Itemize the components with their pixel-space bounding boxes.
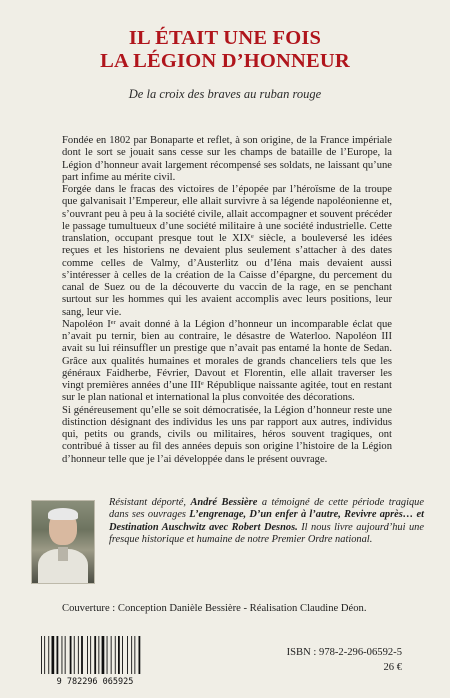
author-name: André Bessière bbox=[190, 497, 258, 508]
bio-text-3: Il nous livre aujourd’hui une fresque historique et humaine de notre Premier Ordre national. bbox=[109, 521, 424, 546]
blurb-paragraph-4: Si généreusement qu’elle se soit démocratisée, la Légion d’honneur reste une distinction désignant des individus les uns par rapport aux autres, individus qui, petits ou grands, civils ou militaires, héros souvent tragiques, ont contribué à tisser au fil des années depuis son origine l’histoire de la Légion d’honneur telle que je l’ai développée dans le présent ouvrage. bbox=[62, 404, 392, 465]
isbn: ISBN : 978-2-296-06592-5 bbox=[286, 647, 402, 658]
author-works: L’engrenage, D’un enfer à l’autre, Revivre après… et Destination Auschwitz avec Robert Desnos. bbox=[109, 509, 424, 533]
title-line-1: IL ÉTAIT UNE FOIS bbox=[128, 27, 322, 49]
blurb-text bbox=[62, 135, 392, 466]
bio-text-2: a témoigné de cette période tragique dans ses ouvrages bbox=[109, 497, 424, 521]
book-title bbox=[0, 27, 450, 73]
blurb-paragraph-3: Napoléon Iᵉʳ avait donné à la Légion d’honneur un incomparable éclat que n’avait pu ternir, bien au contraire, le désastre de Waterloo. Napoléon III avait su lui réinsuffler un prestige que n’avait pas entamé la honte de Sedan. Grâce aux qualités humaines et morales de grands chanceliers tels que les généraux Faidherbe, Février, Davout et Florentin, elle allait traverser les vingt premières années d’une IIIᵉ République naissante agitée, tout en restant sur le plan national et international la plus convoitée des décorations. bbox=[62, 318, 392, 404]
author-bio bbox=[109, 497, 424, 547]
author-photo bbox=[31, 500, 95, 584]
title-line-2: LA LÉGION D’HONNEUR bbox=[100, 50, 350, 72]
bio-text-1: Résistant déporté, bbox=[109, 497, 191, 508]
barcode bbox=[35, 634, 155, 686]
cover-credit: Couverture : Conception Danièle Bessière - Réalisation Claudine Déon. bbox=[62, 603, 367, 614]
price: 26 € bbox=[383, 662, 402, 673]
barcode-number: 9 782296 065925 bbox=[56, 677, 134, 686]
blurb-paragraph-2: Forgée dans le fracas des victoires de l’épopée par l’héroïsme de la troupe que galvanisait l’Empereur, elle allait survivre à sa légende napoléonienne et, s’ouvrant peu à peu à la société civile, allait accompagner et souvent précéder le passage tumultueux d’une société militaire à une société industrielle. Cette translation, occupant presque tout le XIXᵉ siècle, a bouleversé les idées reçues et les historiens ne devaient plus seulement s’attacher à des dates comme celles de Valmy, d’Austerlitz ou d’Iéna mais devaient aussi s’intéresser à celles de la création de la Caisse d’épargne, du percement du canal de Suez ou de la découverte du vaccin de la rage, en se penchant surtout sur les hommes qui les avaient accomplis avec leurs positions, leur sang, leur vie. bbox=[62, 184, 392, 318]
blurb-paragraph-1: Fondée en 1802 par Bonaparte et reflet, à son origine, de la France impériale dont le sort se jouait sans cesse sur les champs de bataille de l’Europe, la Légion d’honneur avait largement récompensé ses soldats, ne laissant qu’une part infime au mérite civil. bbox=[62, 135, 392, 183]
book-subtitle: De la croix des braves au ruban rouge bbox=[128, 87, 322, 101]
author-section bbox=[31, 497, 424, 587]
